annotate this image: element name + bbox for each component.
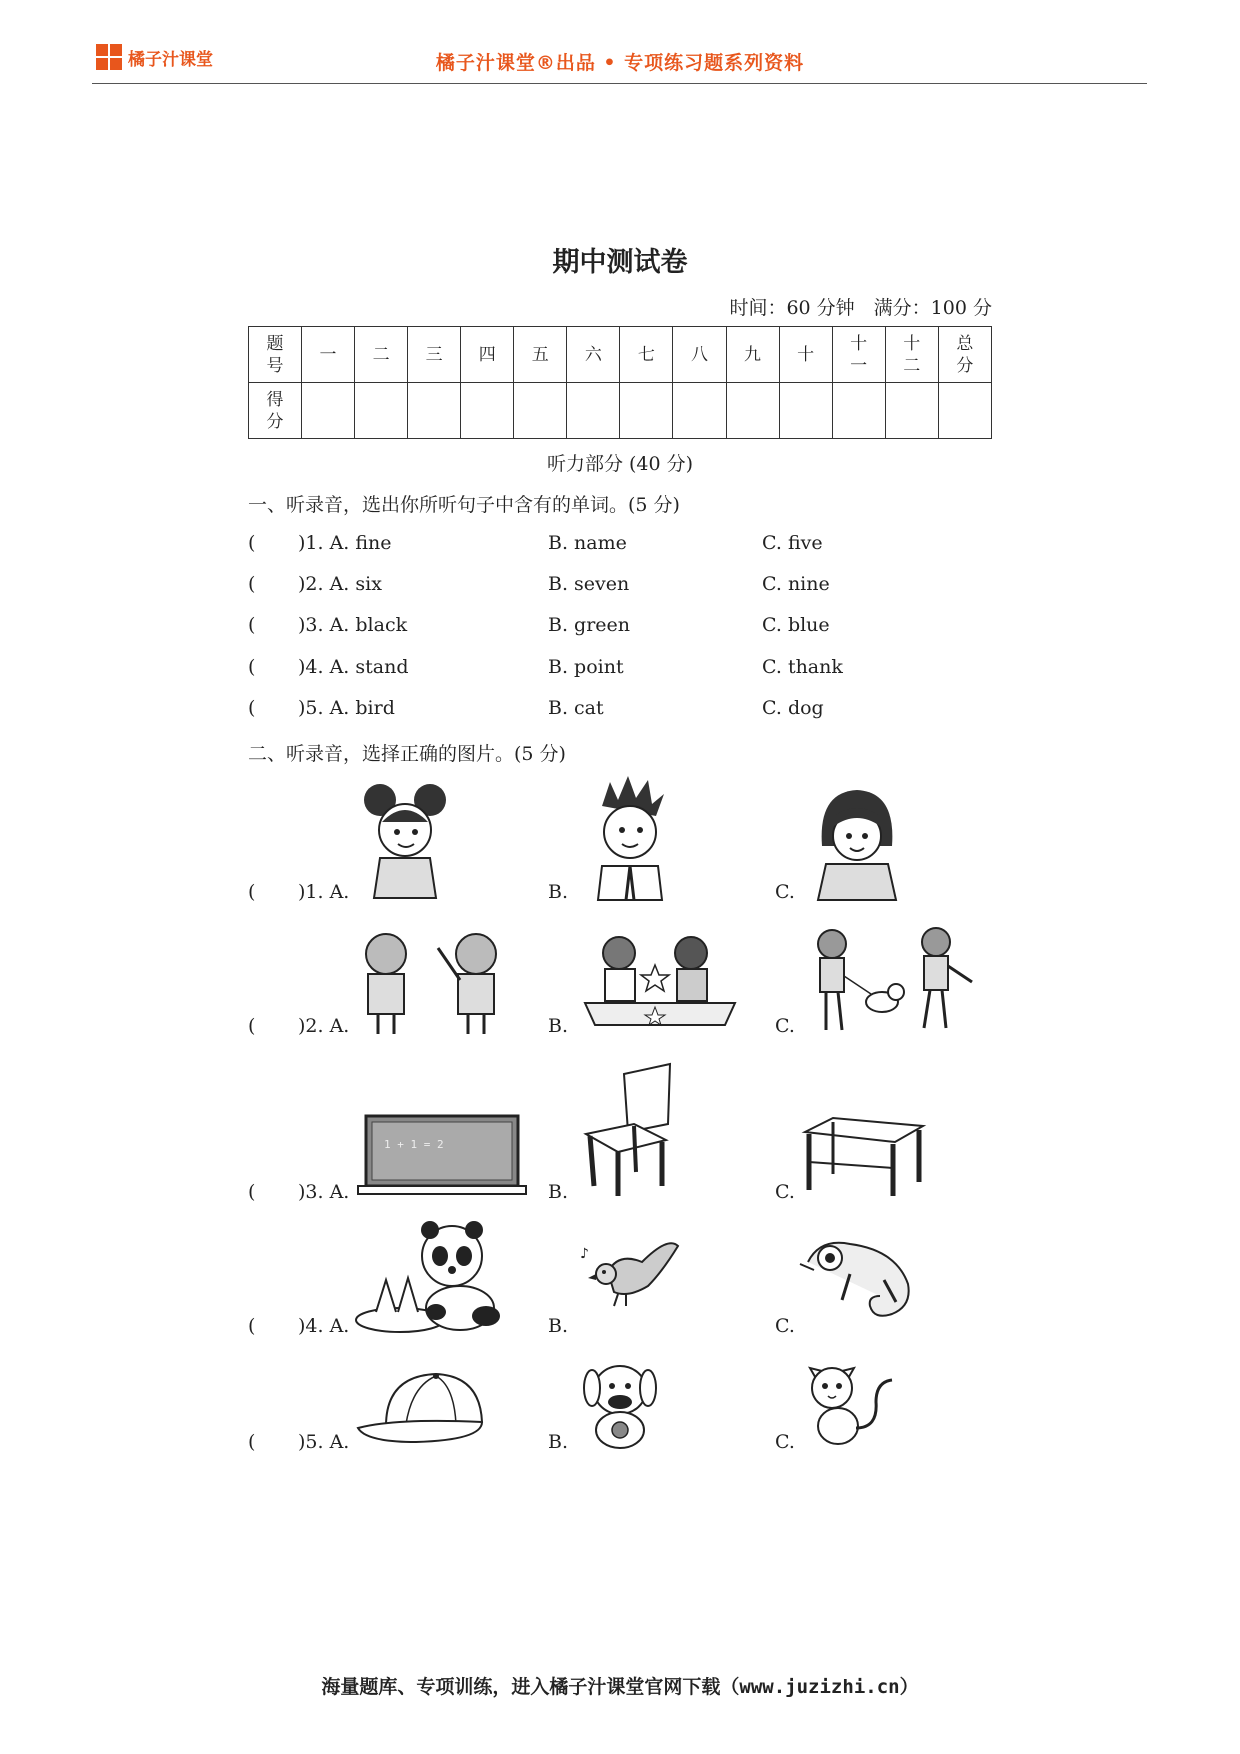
score-cell[interactable] <box>938 383 991 439</box>
score-cell[interactable] <box>514 383 567 439</box>
blackboard-text: 1 + 1 = 2 <box>384 1138 444 1151</box>
option-b[interactable]: B. cat <box>548 697 604 719</box>
score-col-7: 七 <box>620 327 673 383</box>
option-b[interactable]: B. green <box>548 614 631 636</box>
option-c[interactable]: C. <box>775 1015 795 1037</box>
option-c[interactable]: C. nine <box>762 573 830 595</box>
score-cell[interactable] <box>779 383 832 439</box>
time-info: 时间：60 分钟 满分：100 分 <box>729 297 992 319</box>
answer-blank[interactable]: )1. A. fine <box>298 532 392 554</box>
option-b[interactable]: B. <box>548 1315 569 1337</box>
option-c[interactable]: C. blue <box>762 614 830 636</box>
option-c[interactable]: C. <box>775 881 795 903</box>
boy-spiky-hair-picture[interactable] <box>590 776 670 900</box>
chameleon-picture[interactable] <box>800 1234 928 1334</box>
option-c[interactable]: C. <box>775 1431 795 1453</box>
answer-blank[interactable]: )4. A. stand <box>298 656 409 678</box>
score-cell[interactable] <box>461 383 514 439</box>
option-c[interactable]: C. <box>775 1315 795 1337</box>
bird-picture[interactable] <box>578 1232 678 1306</box>
score-col-3: 三 <box>408 327 461 383</box>
listening-heading: 听力部分 (40 分) <box>546 453 694 475</box>
kid-walking-dog-picture[interactable] <box>812 926 987 1034</box>
score-label-defen: 得 分 <box>249 383 302 439</box>
option-b[interactable]: B. <box>548 1181 569 1203</box>
answer-blank[interactable]: )2. A. six <box>298 573 382 595</box>
cap-picture[interactable] <box>356 1372 490 1444</box>
score-cell[interactable] <box>355 383 408 439</box>
score-cell[interactable] <box>726 383 779 439</box>
score-col-4: 四 <box>461 327 514 383</box>
music-note-icon: ♪ <box>580 1246 589 1262</box>
score-table-score-row <box>249 383 992 439</box>
option-b[interactable]: B. <box>548 1431 569 1453</box>
answer-blank[interactable]: )1. A. <box>298 881 350 903</box>
dog-picture[interactable] <box>578 1360 662 1448</box>
score-col-9: 九 <box>726 327 779 383</box>
score-cell[interactable] <box>885 383 938 439</box>
section1-title: 一、听录音，选出你所听句子中含有的单词。(5 分) <box>248 494 680 516</box>
answer-blank[interactable]: )4. A. <box>298 1315 350 1337</box>
cat-picture[interactable] <box>804 1358 894 1448</box>
score-table <box>248 326 992 439</box>
score-col-2: 二 <box>355 327 408 383</box>
header-divider <box>92 83 1147 84</box>
option-b[interactable]: B. seven <box>548 573 630 595</box>
option-c[interactable]: C. <box>775 1181 795 1203</box>
brand-name: 橘子汁课堂 <box>128 49 213 70</box>
answer-blank[interactable]: )5. A. bird <box>298 697 395 719</box>
score-col-5: 五 <box>514 327 567 383</box>
score-cell[interactable] <box>567 383 620 439</box>
option-b[interactable]: B. <box>548 881 569 903</box>
score-cell[interactable] <box>408 383 461 439</box>
answer-blank[interactable]: )5. A. <box>298 1431 350 1453</box>
header-title: 橘子汁课堂®出品 • 专项练习题系列资料 <box>435 52 805 74</box>
score-col-10: 十 <box>779 327 832 383</box>
score-cell[interactable] <box>302 383 355 439</box>
blackboard-picture[interactable] <box>358 1116 526 1196</box>
score-cell[interactable] <box>620 383 673 439</box>
score-col-total: 总 分 <box>938 327 991 383</box>
option-b[interactable]: B. name <box>548 532 627 554</box>
footer-text: 海量题库、专项训练，进入橘子汁课堂官网下载（www.juzizhi.cn） <box>321 1676 919 1698</box>
option-c[interactable]: C. thank <box>762 656 843 678</box>
girl-bun-hair-picture[interactable] <box>360 780 450 900</box>
score-col-11: 十 一 <box>832 327 885 383</box>
score-col-6: 六 <box>567 327 620 383</box>
score-col-12: 十 二 <box>885 327 938 383</box>
answer-blank[interactable]: )3. A. <box>298 1181 350 1203</box>
option-b[interactable]: B. point <box>548 656 624 678</box>
option-c[interactable]: C. dog <box>762 697 824 719</box>
exam-title: 期中测试卷 <box>552 247 688 278</box>
section2-title: 二、听录音，选择正确的图片。(5 分) <box>248 743 566 765</box>
kids-at-table-picture[interactable] <box>585 933 735 1031</box>
two-kids-greeting-picture[interactable] <box>356 928 516 1034</box>
panda-picture[interactable] <box>356 1220 508 1336</box>
score-col-1: 一 <box>302 327 355 383</box>
score-label-tihao: 题 号 <box>249 327 302 383</box>
score-cell[interactable] <box>673 383 726 439</box>
option-b[interactable]: B. <box>548 1015 569 1037</box>
score-cell[interactable] <box>832 383 885 439</box>
chair-picture[interactable] <box>584 1064 670 1196</box>
option-c[interactable]: C. five <box>762 532 823 554</box>
score-table-header-row <box>249 327 992 383</box>
table-picture[interactable] <box>805 1118 923 1196</box>
score-col-8: 八 <box>673 327 726 383</box>
girl-bob-hair-picture[interactable] <box>812 786 902 900</box>
answer-blank[interactable]: )2. A. <box>298 1015 350 1037</box>
answer-blank[interactable]: )3. A. black <box>298 614 408 636</box>
